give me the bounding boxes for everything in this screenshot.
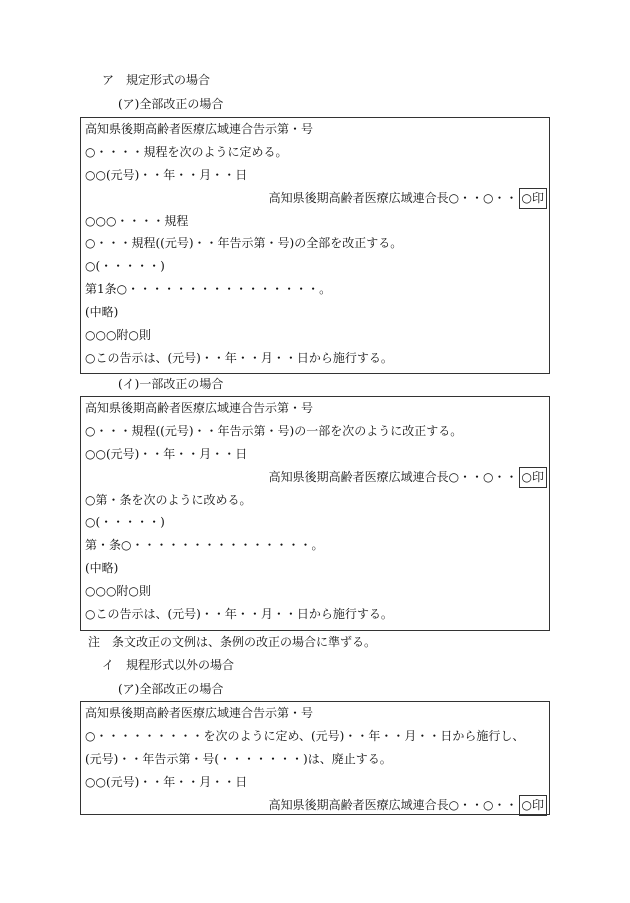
template-line: 高知県後期高齢者医療広域連合告示第・号 <box>85 122 314 136</box>
template-line: (元号)・・年告示第・号(・・・・・・・)は、廃止する。 <box>85 751 392 766</box>
signature-line <box>81 187 549 210</box>
template-line: ○(・・・・・) <box>85 259 165 274</box>
template-line: ○○(元号)・・年・・月・・日 <box>85 167 248 182</box>
note-text: 注 条文改正の文例は、条例の改正の場合に準ずる。 <box>88 635 377 649</box>
heading-full-revision: (ア)全部改正の場合 <box>118 97 224 111</box>
template-line: ○第・条を次のように改める。 <box>85 492 252 507</box>
template-line: ○○○附○則 <box>85 328 151 343</box>
seal-mark: ○印 <box>519 188 547 209</box>
template-line: 高知県後期高齢者医療広域連合告示第・号 <box>85 706 314 720</box>
signature-line <box>81 794 549 817</box>
template-line: 第1条○・・・・・・・・・・・・・・・・。 <box>85 282 332 297</box>
template-line: 高知県後期高齢者医療広域連合告示第・号 <box>85 401 314 415</box>
template-line: ○この告示は、(元号)・・年・・月・・日から施行する。 <box>85 350 393 365</box>
signer-name: 高知県後期高齢者医療広域連合長○・・○・・ <box>268 469 518 484</box>
signature-line <box>81 466 549 489</box>
template-line: ○・・・規程((元号)・・年告示第・号)の全部を改正する。 <box>85 236 403 251</box>
seal-mark: ○印 <box>519 467 547 488</box>
template-line: ○(・・・・・) <box>85 515 165 530</box>
template-line: 第・条○・・・・・・・・・・・・・・・。 <box>85 538 324 553</box>
signer-name: 高知県後期高齢者医療広域連合長○・・○・・ <box>268 190 518 205</box>
template-box-partial-revision <box>80 396 550 631</box>
seal-mark: ○印 <box>519 795 547 816</box>
template-box-full-revision <box>80 117 550 374</box>
template-line: ○この告示は、(元号)・・年・・月・・日から施行する。 <box>85 607 393 622</box>
template-line: ○・・・・規程を次のように定める。 <box>85 144 288 159</box>
heading-full-revision-other: (ア)全部改正の場合 <box>118 682 224 696</box>
template-line: ○○(元号)・・年・・月・・日 <box>85 446 248 461</box>
template-line: (中略) <box>85 561 119 576</box>
template-line: ○○(元号)・・年・・月・・日 <box>85 774 248 789</box>
template-line: (中略) <box>85 305 119 320</box>
heading-regulation-form: ア 規定形式の場合 <box>102 73 211 87</box>
heading-other-form: イ 規程形式以外の場合 <box>102 658 235 672</box>
template-line: ○・・・・・・・・・を次のように定め、(元号)・・年・・月・・日から施行し、 <box>85 728 525 743</box>
signer-name: 高知県後期高齢者医療広域連合長○・・○・・ <box>268 797 518 812</box>
template-box-other-form <box>80 701 550 815</box>
template-line: ○○○附○則 <box>85 584 151 599</box>
heading-partial-revision: (イ)一部改正の場合 <box>118 377 224 391</box>
template-line: ○・・・規程((元号)・・年告示第・号)の一部を次のように改正する。 <box>85 423 463 438</box>
template-line: ○○○・・・・規程 <box>85 213 189 228</box>
